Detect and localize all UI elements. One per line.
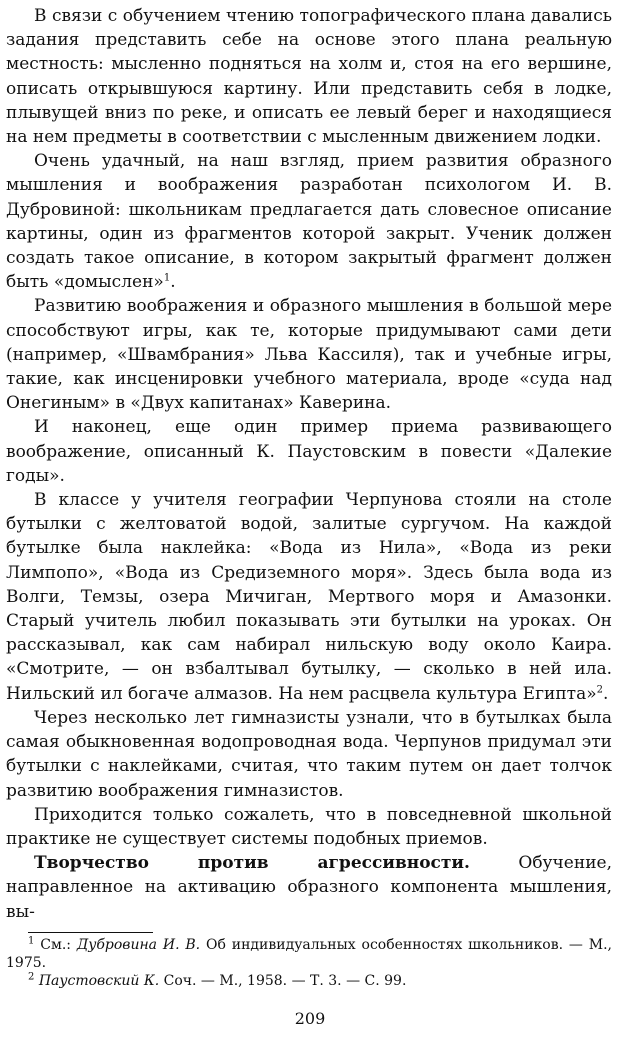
footnote-author: Паустовский К. [38, 972, 160, 989]
footnote-2 [6, 972, 612, 990]
footnote-text: Соч. — М., 1958. — Т. 3. — С. 99. [159, 972, 407, 989]
footnote-author: Дубровина И. В. [76, 936, 201, 953]
paragraph-8 [6, 851, 612, 924]
section-heading: Творчество против агрессивности. [34, 853, 470, 874]
footnote-1 [6, 936, 612, 972]
footnote-mark: 2 [28, 971, 35, 983]
paragraph-text: Приходится только сожалеть, что в повседневной школьной практике не существует системы подобных приемов. [6, 804, 612, 849]
footnote-divider [28, 932, 153, 933]
paragraph-text: В классе у учителя географии Черпунова стояли на столе бутылки с желтоватой водой, залитые сургучом. На каждой бутылке была наклейка: «Вода из Нила», «Вода из реки Лимпопо», «Вода из Средиземного моря». Здесь была вода из Волги, Темзы, озера Мичиган, Мертвого моря и Амазонки. Старый учитель любил показывать эти бутылки на уроках. Он рассказывал, как сам набирал нильскую воду около Каира. «Смотрите, — он взбалтывал бутылку, — сколько в ней ила. Нильский ил богаче алмазов. На нем расцвела культура Египта» [6, 490, 612, 704]
footnote-ref: 2 [596, 684, 603, 696]
paragraph-1 [6, 4, 612, 149]
paragraph-text: Очень удачный, на наш взгляд, прием развития образного мышления и воображения разработан психологом И. В. Дубровиной: школьникам предлагается дать словесное описание картины, один из фрагментов которой закрыт. Ученик должен создать такое описание, в котором закрытый фрагмент должен быть «домыслен» [6, 151, 612, 293]
paragraph-7 [6, 803, 612, 851]
paragraph-2: Очень удачный, на наш взгляд, прием развития образного мышления и воображения разработан психологом И. В. Дубровиной: школьникам предлагается дать словесное описание картины, один из фрагментов которой закрыт. Ученик должен создать такое описание, в котором закрытый фрагмент должен быть «домыслен»$^1$. [6, 151, 612, 293]
paragraph-text: Через несколько лет гимназисты узнали, что в бутылках была самая обыкновенная водопроводная вода. Черпунов придумал эти бутылки с наклейками, считая, что таким путем он дает толчок развитию воображения гимназистов. [6, 707, 612, 801]
paragraph-6 [6, 706, 612, 803]
page-number: 209 [294, 1009, 326, 1028]
paragraph-text: В связи с обучением чтению топографического плана давались задания представить себе на основе этого плана реальную местность: мысленно подняться на холм и, стоя на его вершине, описать открывшуюся картину. Или представить себя в лодке, плывущей вниз по реке, и описать ее левый берег и находящиеся на нем предметы в соответствии с мысленным движением лодки. [6, 6, 612, 148]
footnote-text: Об индивидуальных особенностях школьников. — М., 1975. [6, 936, 612, 971]
paragraph-4 [6, 415, 612, 488]
paragraph-text: Развитию воображения и образного мышления в большой мере способствуют игры, как те, которые придумывают сами дети (например, «Швамбрания» Льва Кассиля), так и учебные игры, такие, как инсценировки учебного материала, вроде «суда над Онегиным» в «Двух капитанах» Каверина. [6, 296, 612, 414]
paragraph-text: И наконец, еще один пример приема развивающего воображение, описанный К. Паустовским в повести «Далекие годы». [6, 417, 612, 486]
paragraph-3 [6, 294, 612, 415]
footnote-prefix: См.: [40, 936, 77, 953]
paragraph-text: Обучение, направленное на активацию образного компонента мышления, вы- [6, 853, 612, 922]
footnote-ref: 1 [163, 272, 171, 284]
footnote-mark: 1 [28, 935, 35, 947]
paragraph-5: В классе у учителя географии Черпунова стояли на столе бутылки с желтоватой водой, залитые сургучом. На каждой бутылке была наклейка: «Вода из Нила», «Вода из реки Лимпопо», «Вода из Средиземного моря». Здесь была вода из Волги, Темзы, озера Мичиган, Мертвого моря и Амазонки. Старый учитель любил показывать эти бутылки на уроках. Он рассказывал, как сам набирал нильскую воду около Каира. «Смотрите, — он взбалтывал бутылку, — сколько в ней ила. Нильский ил богаче алмазов. На нем расцвела культура Египта»$^2$. [6, 490, 612, 704]
